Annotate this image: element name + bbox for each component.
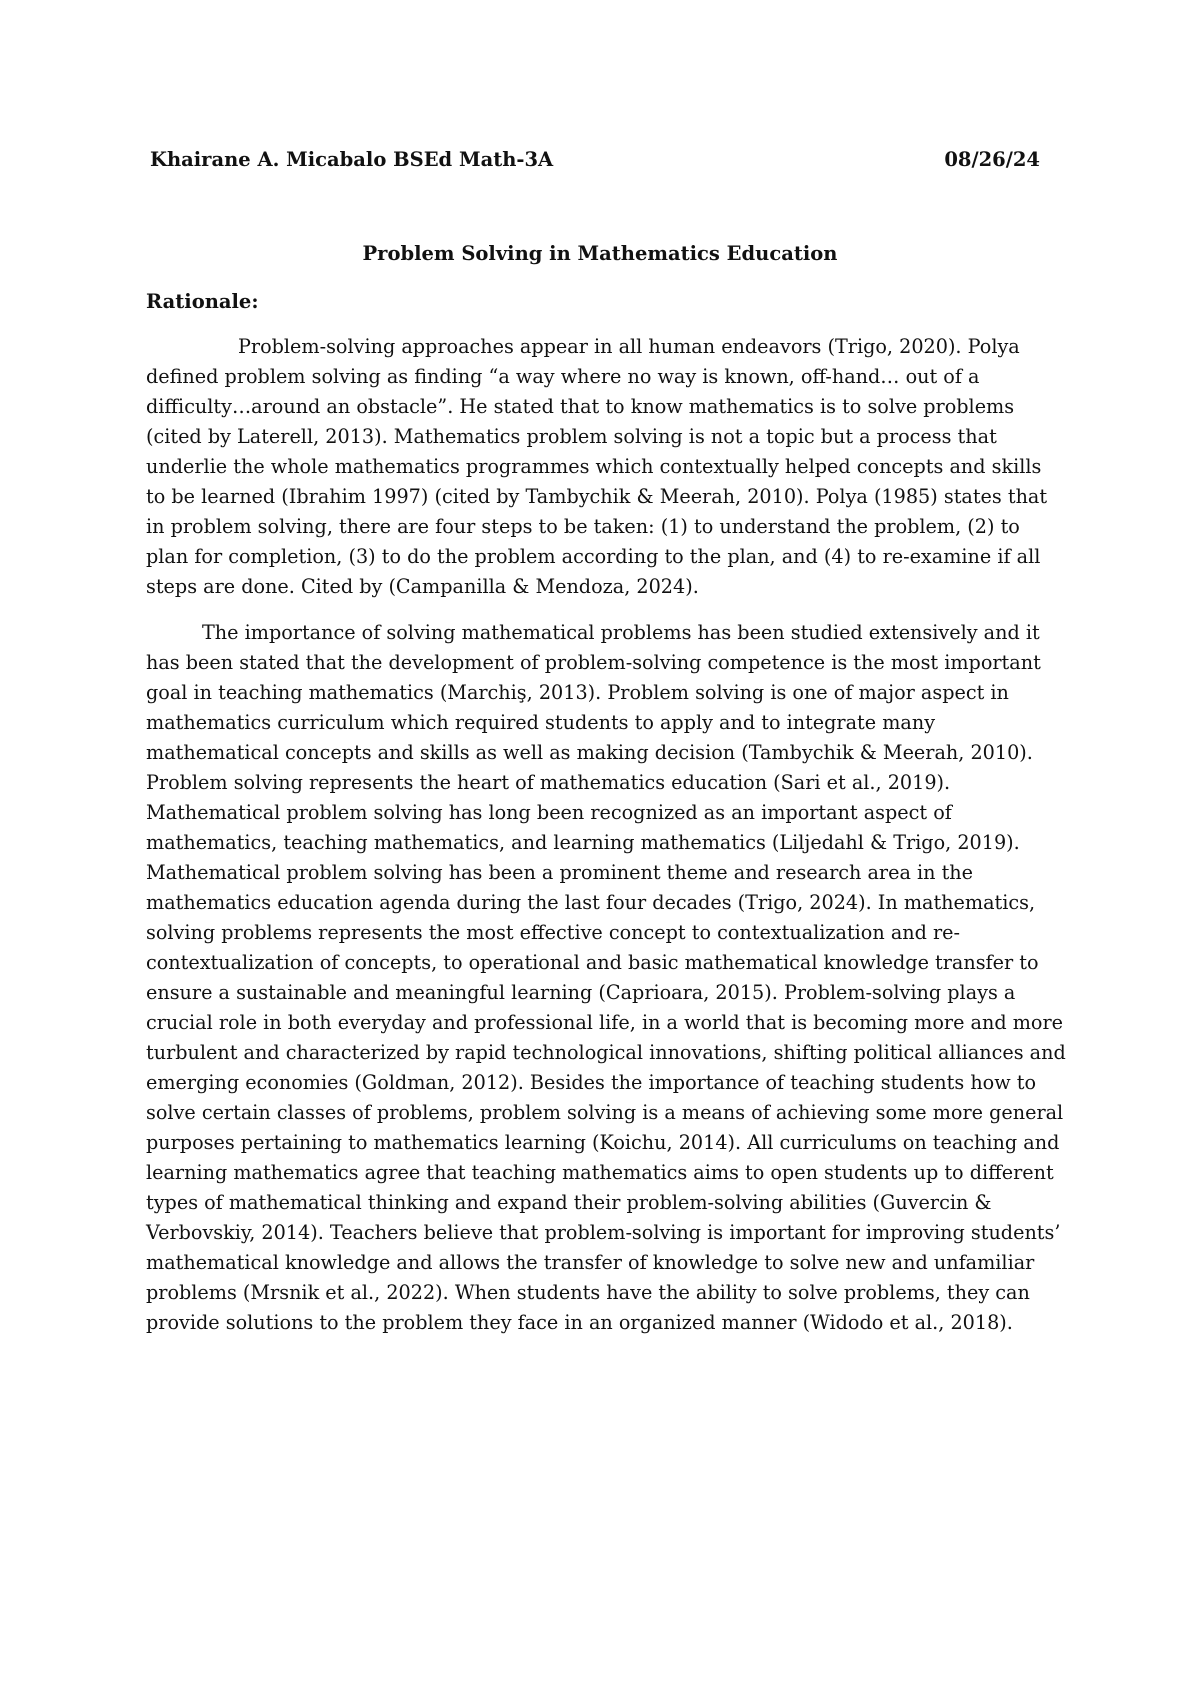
document-title: Problem Solving in Mathematics Education bbox=[362, 242, 838, 265]
author-line: Khairane A. Micabalo BSEd Math-3A bbox=[150, 148, 554, 171]
header-line bbox=[150, 148, 1040, 171]
paragraph-1: Problem-solving approaches appear in all human endeavors (Trigo, 2020). Polya defined problem solving as finding “a way where no way is known, off-hand… out of a difficulty…around an obstacle”. He stated that to know mathematics is to solve problems (cited by Laterell, 2013). Mathematics problem solving is not a topic but a process that underlie the whole mathematics programmes which contextually helped concepts and skills to be learned (Ibrahim 1997) (cited by Tambychik & Meerah, 2010). Polya (1985) states that in problem solving, there are four steps to be taken: (1) to understand the problem, (2) to plan for completion, (3) to do the problem according to the plan, and (4) to re-examine if all steps are done. Cited by (Campanilla & Mendoza, 2024). bbox=[146, 335, 1048, 598]
paragraph-2: The importance of solving mathematical problems has been studied extensively and it has been stated that the development of problem-solving competence is the most important goal in teaching mathematics (Marchiş, 2013). Problem solving is one of major aspect in mathematics curriculum which required students to apply and to integrate many mathematical concepts and skills as well as making decision (Tambychik & Meerah, 2010). Problem solving represents the heart of mathematics education (Sari et al., 2019). Mathematical problem solving has long been recognized as an important aspect of mathematics, teaching mathematics, and learning mathematics (Liljedahl & Trigo, 2019). Mathematical problem solving has been a prominent theme and research area in the mathematics education agenda during the last four decades (Trigo, 2024). In mathematics, solving problems represents the most effective concept to contextualization and re-contextualization of concepts, to operational and basic mathematical knowledge transfer to ensure a sustainable and meaningful learning (Caprioara, 2015). Problem-solving plays a crucial role in both everyday and professional life, in a world that is becoming more and more turbulent and characterized by rapid technological innovations, shifting political alliances and emerging economies (Goldman, 2012). Besides the importance of teaching students how to solve certain classes of problems, problem solving is a means of achieving some more general purposes pertaining to mathematics learning (Koichu, 2014). All curriculums on teaching and learning mathematics agree that teaching mathematics aims to open students up to different types of mathematical thinking and expand their problem-solving abilities (Guvercin & Verbovskiy, 2014). Teachers believe that problem-solving is important for improving students’ mathematical knowledge and allows the transfer of knowledge to solve new and unfamiliar problems (Mrsnik et al., 2022). When students have the ability to solve problems, they can provide solutions to the problem they face in an organized manner (Widodo et al., 2018). bbox=[146, 621, 1066, 1334]
date: 08/26/24 bbox=[944, 148, 1040, 171]
section-heading-rationale: Rationale: bbox=[146, 290, 259, 313]
